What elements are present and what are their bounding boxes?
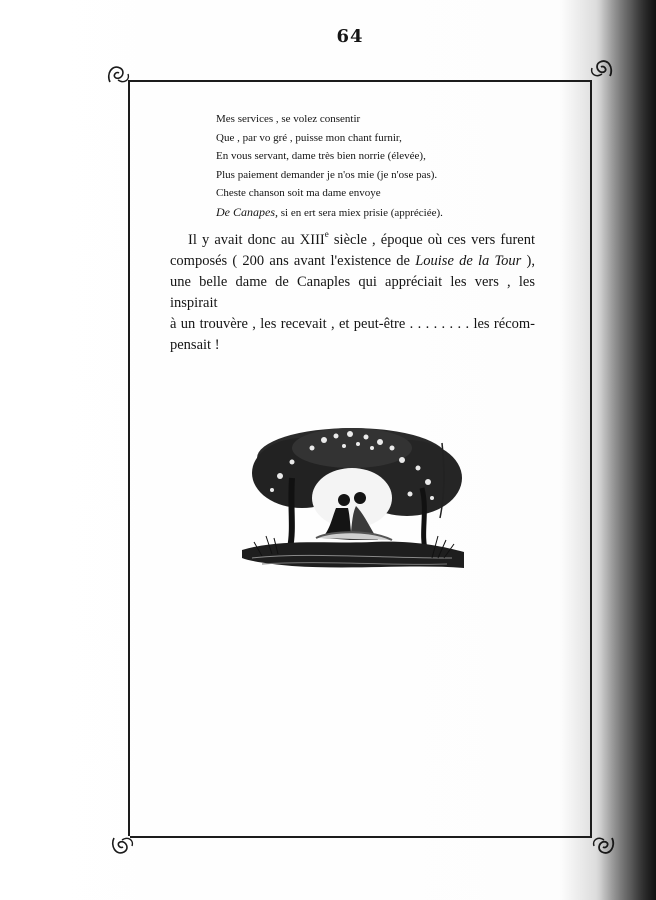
verse-line xyxy=(216,203,516,223)
prose-paragraph xyxy=(170,230,535,356)
page-number: 64 xyxy=(336,26,364,47)
verse-italic-name: De Canapes, xyxy=(216,204,278,219)
corner-ornament-icon xyxy=(108,830,138,860)
verse-block xyxy=(216,110,516,222)
prose-text: Il y avait donc au XIII xyxy=(188,232,325,248)
superscript-e: e xyxy=(324,229,329,239)
verse-line: Cheste chanson soit ma dame envoye xyxy=(216,187,381,199)
frame-right-line xyxy=(590,80,592,836)
corner-ornament-icon xyxy=(104,60,134,90)
verse-line: Plus paiement demander je n'os mie (je n'ose pas). xyxy=(216,168,438,181)
binding-shadow xyxy=(596,0,656,900)
frame-top-line xyxy=(128,80,590,82)
prose-text: composés ( 200 ans avant l'existence de xyxy=(170,253,416,269)
verse-line-rest: si en ert sera miex prisie (appréciée). xyxy=(278,206,443,219)
verse-line: Que , par vo gré , puisse mon chant furnir, xyxy=(216,131,402,144)
prose-text: ), xyxy=(521,253,536,269)
prose-line: pensait ! xyxy=(170,337,220,353)
prose-line xyxy=(170,230,535,251)
prose-line xyxy=(170,251,535,272)
prose-line: une belle dame de Canaples qui appréciait les vers , les inspirait xyxy=(170,274,535,311)
engraving-vignette-image xyxy=(232,418,472,578)
prose-italic-name: Louise de la Tour xyxy=(415,253,522,269)
verse-line: Mes services , se volez consentir xyxy=(216,113,361,125)
frame-left-line xyxy=(128,80,130,836)
verse-line: En vous servant, dame très bien norrie (élevée), xyxy=(216,150,426,162)
frame-bottom-line xyxy=(130,836,592,838)
prose-line: à un trouvère , les recevait , et peut-être . . . . . . . . les récom- xyxy=(170,316,535,332)
prose-text: siècle , époque où ces vers furent xyxy=(328,232,535,248)
